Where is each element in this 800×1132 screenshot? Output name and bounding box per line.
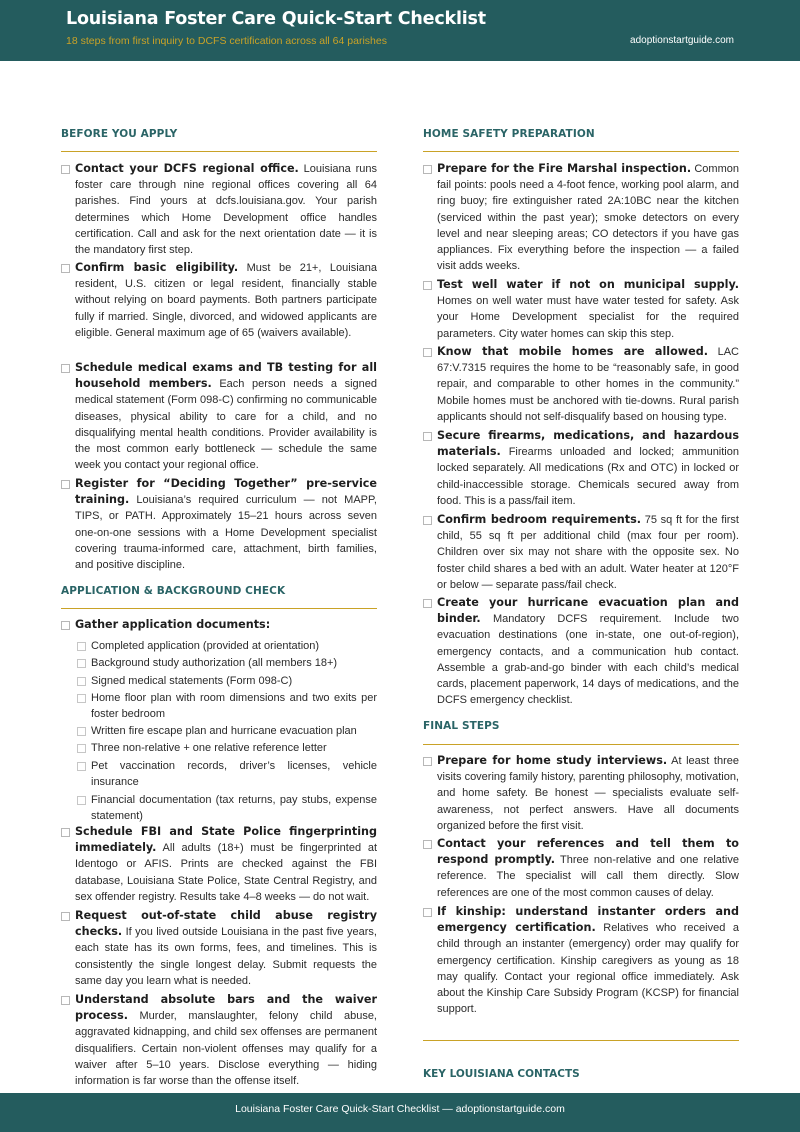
item-text: Homes on well water must have water tested for safety. Ask your Home Development specialist for the required parameters. City water homes can skip this step. [437,295,739,340]
checkbox[interactable] [61,264,70,273]
item-text: Each person needs a signed medical statement (Form 098-C) confirming no communicable diseases, physical ability to care for a child, and no disqualifying mental health conditions. Provider availability is the most common early bottleneck — schedule the same week you contact your regional office. [75,378,377,472]
checklist-item [423,161,739,274]
page-subtitle: 18 steps from first inquiry to DCFS certification across all 64 parishes [66,35,387,47]
checklist-item [61,824,377,905]
checkbox[interactable] [423,432,432,441]
checkbox[interactable] [423,281,432,290]
checkbox[interactable] [61,364,70,373]
checkbox[interactable] [423,599,432,608]
document-list-item: Written fire escape plan and hurricane evacuation plan [77,723,377,739]
checkbox[interactable] [61,621,70,630]
section-divider [423,151,739,152]
item-lead: Confirm basic eligibility. [75,261,239,274]
checkbox[interactable] [61,165,70,174]
checkbox[interactable] [77,694,86,703]
site-link[interactable]: adoptionstartguide.com [630,35,734,46]
item-text: At least three visits covering family history, parenting philosophy, motivation, and home safety. Be honest — specialists evaluate self-awareness, not perfect answers. Have all documents organized before the first visit. [437,755,740,832]
item-text: If you lived outside Louisiana in the past five years, each state has its own forms, fees, and timelines. This is consistently the single longest delay. Submit requests the same day you learn what is needed. [75,926,377,987]
item-text: Louisiana’s required curriculum — not MAPP, TIPS, or PATH. Approximately 15–21 hours across seven one-on-one sessions with a Home Development specialist covering trauma-informed care, attachment, birth families, and positive discipline. [75,494,377,572]
item-lead: Register for “Deciding Together” pre-service training. [75,477,377,507]
section-heading-final-steps: FINAL STEPS [423,720,500,732]
checklist-item [61,476,377,573]
checkbox[interactable] [77,727,86,736]
section-divider [423,744,739,745]
document-list-item: Home floor plan with room dimensions and two exits per foster bedroom [77,690,377,722]
checklist-item [61,617,377,633]
item-lead: Schedule medical exams and TB testing for all household members. [75,361,377,391]
item-text: Must be 21+, Louisiana resident, U.S. citizen or legal resident, financially stable without relying on board payments. Both partners participate fully if married. Single, divorced, and widowed applicants are eligible. General maximum age of 65 (waivers available). [75,262,378,339]
section-divider [61,151,377,152]
checklist-item [61,908,377,989]
item-text: Firearms unloaded and locked; ammunition locked separately. All medications (Rx and OTC) in locked or child-inaccessible storage. Chemicals secured away from food. This is a pass/fail item. [437,446,739,507]
checklist-item [423,595,739,708]
page-footer [0,1093,800,1132]
item-lead: Know that mobile homes are allowed. [437,345,708,358]
checkbox[interactable] [423,908,432,917]
checklist-item [61,161,377,258]
checklist-item [423,512,739,593]
item-lead: Gather application documents: [75,618,271,631]
checkbox[interactable] [61,828,70,837]
item-text: Three non-relative and one relative reference. The specialist will call them directly. Slow references are one of the most common causes of delay. [437,854,739,899]
checkbox[interactable] [423,348,432,357]
document-list-item: Three non-relative + one relative reference letter [77,740,377,756]
document-list-item: Background study authorization (all members 18+) [77,655,377,671]
checklist-item [423,344,739,425]
checkbox[interactable] [61,996,70,1005]
checklist-item [423,428,739,509]
page-header [0,0,800,61]
section-divider [423,1040,739,1041]
footer-text: Louisiana Foster Care Quick-Start Checklist — adoptionstartguide.com [235,1103,565,1115]
item-text: All adults (18+) must be fingerprinted at Identogo or AFIS. Prints are checked against the FBI database, Louisiana State Police, State Central Registry, and sex offender registry. Results take 4–8 weeks — do not wait. [75,842,377,903]
checklist-item [61,260,377,341]
checkbox[interactable] [77,677,86,686]
checkbox[interactable] [61,480,70,489]
section-heading-home-safety: HOME SAFETY PREPARATION [423,128,595,140]
checkbox[interactable] [77,744,86,753]
checkbox[interactable] [423,516,432,525]
checkbox[interactable] [77,659,86,668]
item-lead: Schedule FBI and State Police fingerprinting immediately. [75,825,377,855]
checklist-item [61,360,377,473]
checkbox[interactable] [77,762,86,771]
checkbox[interactable] [77,796,86,805]
item-text: Relatives who received a child through an instanter (emergency) order may qualify for emergency certification. Kinship caregivers as young as 18 may qualify. Contact your regional office immediately. Ask about the Kinship Care Subsidy Program (KCSP) for financial support. [437,922,739,1016]
item-text: Mandatory DCFS requirement. Include two evacuation destinations (one in-state, one out-of-region), emergency contacts, and a communication hub contact. Assemble a grab-and-go binder with each child’s medical cards, placement paperwork, 14 days of medications, and the DCFS emergency checklist. [437,613,739,707]
item-lead: Create your hurricane evacuation plan and binder. [437,596,739,626]
item-text: Louisiana runs foster care through nine regional offices covering all 64 parishes. Find yours at dcfs.louisiana.gov. Your parish determines which Home Development office handles certification. Call and ask for the next orientation date — it is the mandatory first step. [75,163,378,257]
checklist-item [423,753,739,834]
item-lead: Secure firearms, medications, and hazardous materials. [437,429,739,459]
item-lead: Confirm bedroom requirements. [437,513,642,526]
item-lead: Test well water if not on municipal supply. [437,278,739,291]
item-lead: Contact your DCFS regional office. [75,162,299,175]
checklist-item [423,904,739,1017]
checklist-item [423,836,739,901]
item-lead: If kinship: understand instanter orders and emergency certification. [437,905,739,935]
checklist-item [61,992,377,1089]
item-text: Murder, manslaughter, felony child abuse, aggravated kidnapping, and child sex offenses are permanent disqualifiers. Certain non-violent offenses may qualify for a waiver after 5–10 years. Disclose everything — hiding information is far worse than the offense itself. [75,1010,377,1088]
section-heading-application: APPLICATION & BACKGROUND CHECK [61,585,286,597]
document-list-item: Pet vaccination records, driver’s licenses, vehicle insurance [77,758,377,790]
section-heading-before-you-apply: BEFORE YOU APPLY [61,128,178,140]
item-text: Common fail points: pools need a 4-foot fence, working pool alarm, and ring buoy; fire extinguisher rated 2A:10BC near the kitchen (serviced within the past year); smoke detectors on every level and near sleeping areas; CO detectors if you have gas appliances. Fix everything before the inspection — a failed visit adds weeks. [437,163,739,273]
page-title: Louisiana Foster Care Quick-Start Checklist [66,9,486,29]
checkbox[interactable] [61,912,70,921]
item-lead: Request out-of-state child abuse registry checks. [75,909,377,939]
checkbox[interactable] [423,757,432,766]
item-text: 75 sq ft for the first child, 55 sq ft per additional child (max four per room). Children over six may not share with the opposite sex. No foster child shares a bed with an adult. Water heater at 120°F or below — separate pass/fail check. [437,514,739,591]
checkbox[interactable] [77,642,86,651]
document-list-item: Completed application (provided at orientation) [77,638,377,654]
checkbox[interactable] [423,165,432,174]
document-list-item: Financial documentation (tax returns, pay stubs, expense statement) [77,792,377,824]
checkbox[interactable] [423,840,432,849]
item-lead: Understand absolute bars and the waiver process. [75,993,377,1023]
section-divider [61,608,377,609]
item-lead: Contact your references and tell them to respond promptly. [437,837,739,867]
section-heading-contacts: KEY LOUISIANA CONTACTS [423,1068,580,1080]
document-list-item: Signed medical statements (Form 098-C) [77,673,377,689]
item-lead: Prepare for home study interviews. [437,754,668,767]
item-text: LAC 67:V.7315 requires the home to be “reasonably safe, in good repair, and comparable to other homes in the community.” Mobile homes must be anchored with tie-downs. Rural parish applicants should not self-disqualify based on housing type. [437,346,739,423]
item-lead: Prepare for the Fire Marshal inspection. [437,162,692,175]
checklist-item [423,277,739,342]
